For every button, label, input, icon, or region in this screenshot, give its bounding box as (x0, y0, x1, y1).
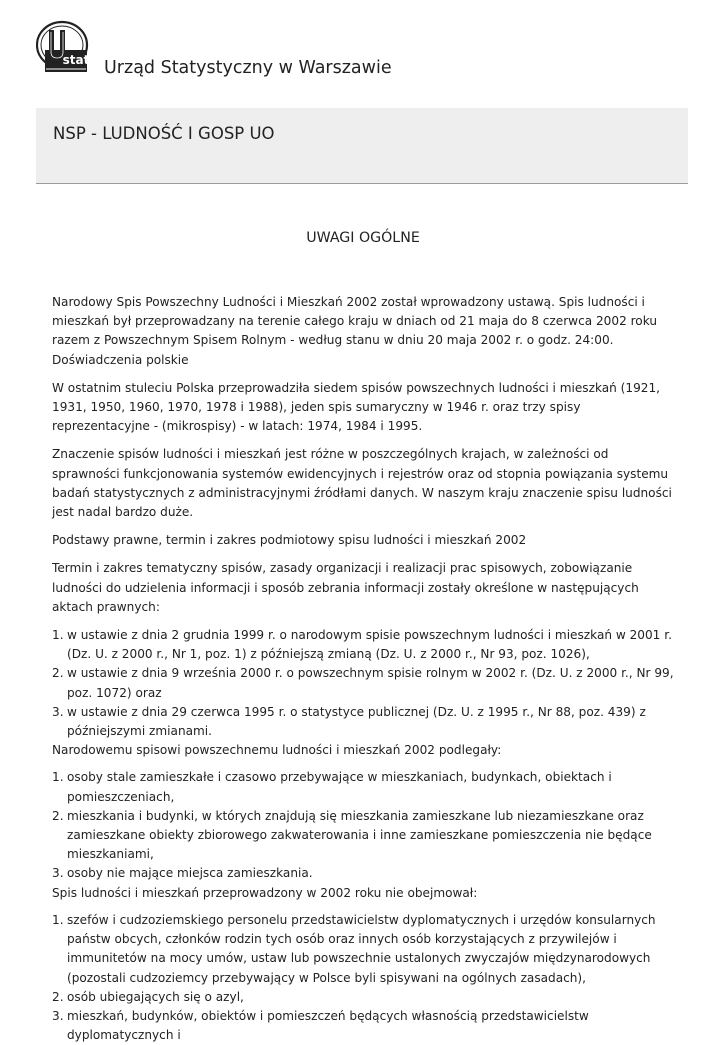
section-title: UWAGI OGÓLNE (306, 230, 420, 246)
excluded-heading: Spis ludności i mieszkań przeprowadzony w 2002 roku nie obejmował: (52, 885, 478, 900)
svg-text:stat: stat (62, 53, 90, 67)
covered-heading: Narodowemu spisowi powszechnemu ludności i mieszkań 2002 podlegały: (52, 743, 502, 758)
ustat-logo-icon (36, 20, 102, 76)
office-name: Urząd Statystyczny w Warszawie (104, 58, 392, 78)
list-item (52, 768, 674, 806)
list-item (52, 626, 674, 664)
list-text: mieszkania i budynki, w których znajdują się mieszkania zamieszkane lub niezamieszkane oraz zamieszkane obiekty zbiorowego zakwaterowania i inne zamieszkane pomieszczenia nie będące mieszkaniami, (67, 808, 652, 862)
history-paragraph: W ostatnim stuleciu Polska przeprowadziła siedem spisów powszechnych ludności i mieszkań (1921, 1931, 1950, 1960, 1970, 1978 i 1988), jeden spis sumaryczny w 1946 r. oraz trzy spisy reprezentacyjne - (mikrospisy) - w latach: 1974, 1984 i 1995. (52, 380, 661, 434)
experience-heading: Doświadczenia polskie (52, 352, 189, 367)
document-body (52, 229, 674, 1045)
list-item (52, 911, 674, 988)
list-item (52, 1007, 674, 1045)
list-item (52, 664, 674, 702)
banner-title: NSP - LUDNOŚĆ I GOSP UO (53, 124, 275, 143)
list-item (52, 988, 674, 1007)
list-text: osób ubiegających się o azyl, (67, 989, 244, 1004)
legal-paragraph: Termin i zakres tematyczny spisów, zasady organizacji i realizacji prac spisowych, zobowiązanie ludności do udzielenia informacji i sposób zebrania informacji zostały określone w następujących aktach prawnych: (52, 561, 639, 614)
list-number: 2. (52, 666, 64, 681)
list-number: 1. (52, 770, 64, 785)
covered-list (52, 768, 674, 883)
list-item (52, 807, 674, 865)
list-text: w ustawie z dnia 9 września 2000 r. o powszechnym spisie rolnym w 2002 r. (Dz. U. z 2000 r., Nr 99, poz. 1072) oraz (67, 666, 674, 700)
intro-paragraph: Narodowy Spis Powszechny Ludności i Mieszkań 2002 został wprowadzony ustawą. Spis ludności i mieszkań był przeprowadzany na terenie całego kraju w dniach od 21 maja do 8 czerwca 2002 roku razem z Powszechnym Spisem Rolnym - według stanu w dniu 20 maja 2002 r. o godz. 24:00. (52, 295, 658, 348)
list-item (52, 864, 674, 883)
list-number: 1. (52, 628, 64, 643)
legal-acts-list (52, 626, 674, 741)
list-number: 2. (52, 808, 64, 823)
list-text: w ustawie z dnia 29 czerwca 1995 r. o statystyce publicznej (Dz. U. z 1995 r., Nr 88, poz. 439) z późniejszymi zmianami. (67, 704, 646, 739)
list-text: mieszkań, budynków, obiektów i pomieszczeń będących własnością przedstawicielstw dyplomatycznych i (67, 1008, 589, 1043)
list-text: w ustawie z dnia 2 grudnia 1999 r. o narodowym spisie powszechnym ludności i mieszkań w 2001 r. (Dz. U. z 2000 r., Nr 1, poz. 1) z późniejszą zmianą (Dz. U. z 2000 r., Nr 93, poz. 1026), (67, 628, 672, 662)
list-item (52, 703, 674, 741)
list-number: 3. (52, 704, 64, 719)
list-number: 2. (52, 989, 64, 1004)
list-number: 3. (52, 866, 64, 881)
page-header (36, 20, 636, 78)
list-text: osoby nie mające miejsca zamieszkania. (67, 866, 313, 881)
list-text: osoby stale zamieszkałe i czasowo przebywające w mieszkaniach, budynkach, obiektach i pomieszczeniach, (67, 770, 612, 804)
legal-heading: Podstawy prawne, termin i zakres podmiotowy spisu ludności i mieszkań 2002 (52, 533, 527, 548)
list-text: szefów i cudzoziemskiego personelu przedstawicielstw dyplomatycznych i urzędów konsularnych państw obcych, członków rodzin tych osób oraz innych osób korzystających z przywilejów i immunitetów na mocy umów, ustaw lub powszechnie ustalonych zwyczajów międzynarodowych (pozostali cudzoziemcy przebywający w Polsce byli spisywani na ogólnych zasadach), (67, 912, 656, 985)
list-number: 1. (52, 912, 64, 927)
title-banner (36, 108, 688, 184)
significance-paragraph: Znaczenie spisów ludności i mieszkań jest różne w poszczególnych krajach, w zależności od sprawności funkcjonowania systemów ewidencyjnych i rejestrów oraz od stopnia powiązania systemu badań statystycznych z administracyjnymi źródłami danych. W naszym kraju znaczenie spisu ludności jest nadal bardzo duże. (52, 447, 672, 520)
list-number: 3. (52, 1008, 64, 1023)
excluded-list (52, 911, 674, 1045)
